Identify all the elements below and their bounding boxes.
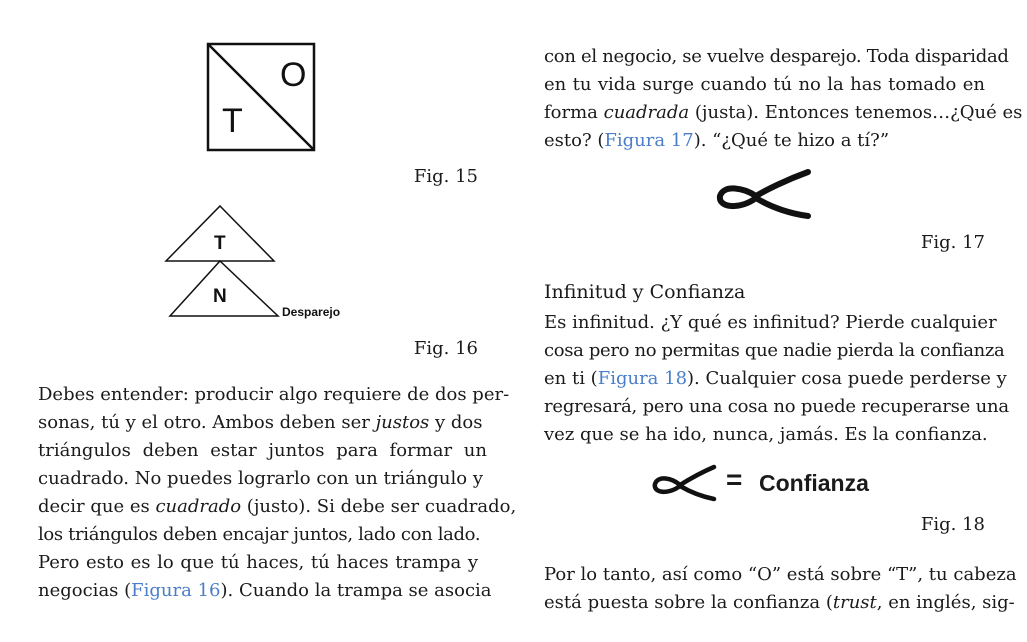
figure-15-caption: Fig. 15 bbox=[413, 166, 478, 187]
text-line: con el negocio, se vuelve desparejo. Toda disparidad bbox=[544, 46, 1009, 67]
text-line: Por lo tanto, así como “O” está sobre “T”, tu cabeza bbox=[544, 564, 1017, 585]
text-line: está puesta sobre la confianza (trust, en inglés, sig- bbox=[544, 592, 1015, 613]
figure-16-label-desparejo: Desparejo bbox=[282, 305, 341, 319]
section-heading: Infinitud y Confianza bbox=[544, 281, 746, 303]
figure-15-letter-o: O bbox=[280, 56, 307, 94]
figure-18-symbol bbox=[652, 464, 718, 502]
text-line: Debes entender: producir algo requiere de dos per- bbox=[38, 384, 510, 405]
text-line: decir que es cuadrado (justo). Si debe ser cuadrado, bbox=[38, 496, 517, 517]
text-line: sonas, tú y el otro. Ambos deben ser justos y dos bbox=[38, 412, 483, 433]
text-line: cuadrado. No puedes lograrlo con un triángulo y bbox=[38, 468, 483, 489]
figura-18-link[interactable]: Figura 18 bbox=[597, 368, 688, 389]
text-line: vez que se ha ido, nunca, jamás. Es la confianza. bbox=[544, 424, 988, 445]
figure-16-triangles-diagram bbox=[164, 204, 364, 322]
figure-17-symbol bbox=[716, 168, 812, 222]
right-top-paragraph bbox=[544, 43, 1023, 155]
text-line: Es infinitud. ¿Y qué es infinitud? Pierde cualquier bbox=[544, 312, 997, 333]
text-line: triángulos deben estar juntos para formar un bbox=[38, 440, 487, 461]
figure-17-caption: Fig. 17 bbox=[920, 232, 985, 253]
figure-16-label-t: T bbox=[214, 233, 226, 254]
text-line: forma cuadrada (justa). Entonces tenemos…¿Qué es bbox=[544, 102, 1023, 123]
figure-18-label: Confianza bbox=[759, 470, 869, 496]
text-line: Pero esto es lo que tú haces, tú haces trampa y bbox=[38, 552, 478, 573]
left-paragraph bbox=[38, 381, 517, 605]
figure-15-letter-t: T bbox=[222, 102, 243, 140]
text-line: en ti (Figura 18). Cualquier cosa puede perderse y bbox=[544, 368, 1007, 389]
figure-16-caption: Fig. 16 bbox=[413, 338, 478, 359]
right-bottom-paragraph bbox=[544, 561, 1017, 617]
section-paragraph bbox=[544, 309, 1009, 449]
text-line: esto? (Figura 17). “¿Qué te hizo a tí?” bbox=[544, 130, 890, 151]
text-line: regresará, pero una cosa no puede recuperarse una bbox=[544, 396, 1009, 417]
figure-16-label-n: N bbox=[213, 286, 227, 307]
text-line: en tu vida surge cuando tú no la has tomado en bbox=[544, 74, 985, 95]
text-line: los triángulos deben encajar juntos, lado con lado. bbox=[38, 524, 481, 545]
figura-16-link[interactable]: Figura 16 bbox=[131, 580, 221, 601]
figure-18-equals: = bbox=[726, 464, 743, 495]
figure-18-caption: Fig. 18 bbox=[920, 514, 985, 535]
figure-15-square-diagram bbox=[206, 42, 318, 154]
figura-17-link[interactable]: Figura 17 bbox=[604, 130, 694, 151]
text-line: negocias (Figura 16). Cuando la trampa se asocia bbox=[38, 580, 492, 601]
text-line: cosa pero no permitas que nadie pierda la confianza bbox=[544, 340, 1005, 361]
